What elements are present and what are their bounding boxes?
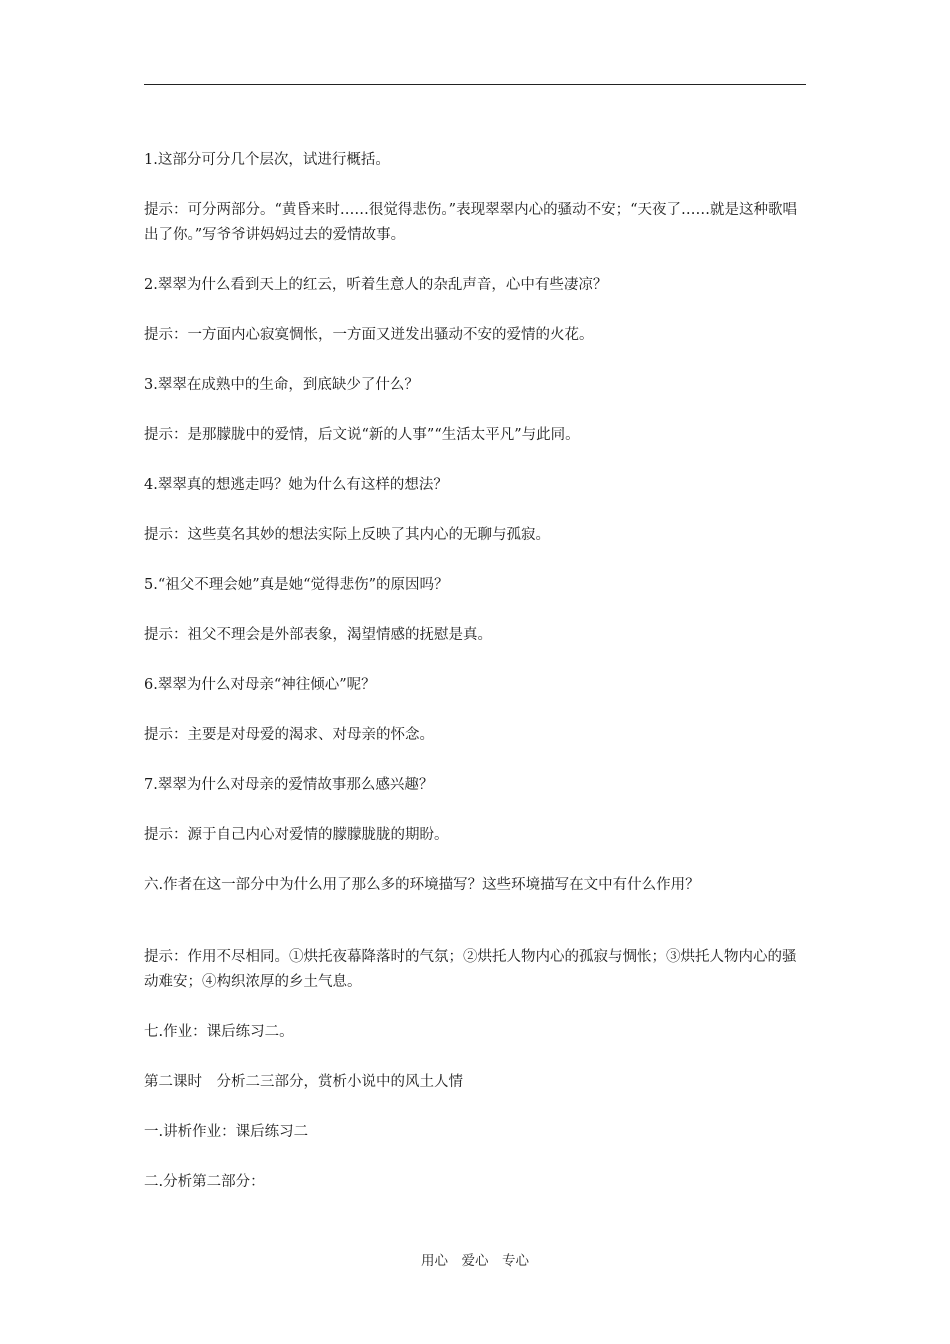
hint-6: 提示：主要是对母爱的渴求、对母亲的怀念。 [144, 727, 434, 743]
section-7-homework: 七.作业：课后练习二。 [144, 1024, 294, 1040]
lesson-2-item-2: 二.分析第二部分： [144, 1174, 265, 1190]
question-2: 2.翠翠为什么看到天上的红云，听着生意人的杂乱声音，心中有些凄凉？ [144, 277, 608, 293]
question-3: 3.翠翠在成熟中的生命，到底缺少了什么？ [144, 377, 419, 393]
hint-4: 提示：这些莫名其妙的想法实际上反映了其内心的无聊与孤寂。 [144, 527, 550, 543]
lesson-2-heading: 第二课时 分析二三部分，赏析小说中的风土人情 [144, 1074, 463, 1090]
question-4: 4.翠翠真的想逃走吗？她为什么有这样的想法？ [144, 477, 448, 493]
question-7: 7.翠翠为什么对母亲的爱情故事那么感兴趣？ [144, 777, 434, 793]
question-5: 5.“祖父不理会她”真是她“觉得悲伤”的原因吗？ [144, 577, 449, 593]
header-rule [144, 84, 806, 85]
hint-5: 提示：祖父不理会是外部表象，渴望情感的抚慰是真。 [144, 627, 492, 643]
hint-1: 提示：可分两部分。“黄昏来时……很觉得悲伤。”表现翠翠内心的骚动不安；“天夜了……就是这种歌唱出了你。”写爷爷讲妈妈过去的爱情故事。 [144, 202, 797, 243]
lesson-2-item-1: 一.讲析作业：课后练习二 [144, 1124, 309, 1140]
section-6-question: 六.作者在这一部分中为什么用了那么多的环境描写？这些环境描写在文中有什么作用？ [144, 877, 700, 893]
question-1: 1.这部分可分几个层次，试进行概括。 [144, 152, 390, 168]
page-footer: 用心 爱心 专心 [421, 1253, 529, 1269]
section-6-hint: 提示：作用不尽相同。①烘托夜幕降落时的气氛；②烘托人物内心的孤寂与惆怅；③烘托人物内心的骚动难安；④构织浓厚的乡土气息。 [144, 949, 797, 990]
hint-3: 提示：是那朦胧中的爱情，后文说“新的人事”“生活太平凡”与此同。 [144, 427, 580, 443]
hint-7: 提示：源于自己内心对爱情的朦朦胧胧的期盼。 [144, 827, 449, 843]
question-6: 6.翠翠为什么对母亲“神往倾心”呢？ [144, 677, 376, 693]
hint-2: 提示：一方面内心寂寞惆怅，一方面又迸发出骚动不安的爱情的火花。 [144, 327, 594, 343]
